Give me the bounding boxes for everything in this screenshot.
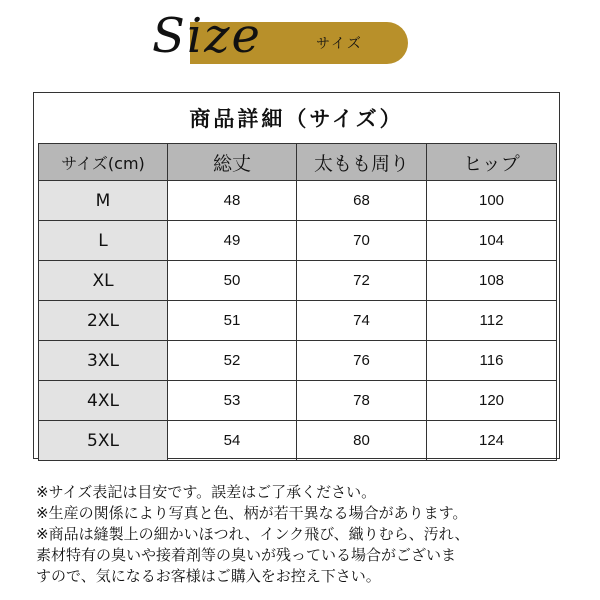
cell-length: 53 bbox=[168, 381, 297, 421]
cell-hip: 120 bbox=[427, 381, 557, 421]
cell-hip: 100 bbox=[427, 181, 557, 221]
cell-hip: 116 bbox=[427, 341, 557, 381]
table-row bbox=[39, 341, 557, 381]
size-table bbox=[38, 143, 557, 461]
table-row bbox=[39, 221, 557, 261]
cell-length: 49 bbox=[168, 221, 297, 261]
size-header bbox=[150, 8, 410, 72]
table-row bbox=[39, 421, 557, 461]
cell-hip: 108 bbox=[427, 261, 557, 301]
notes-block bbox=[36, 482, 576, 587]
cell-length: 50 bbox=[168, 261, 297, 301]
cell-size: 5XL bbox=[39, 421, 168, 461]
column-header-size: サイズ(cm) bbox=[39, 144, 168, 181]
size-table-panel bbox=[33, 92, 560, 459]
column-header-thigh: 太もも周り bbox=[297, 144, 427, 181]
note-line: ※商品は縫製上の細かいほつれ、インク飛び、織りむら、汚れ、 bbox=[36, 525, 470, 543]
table-row bbox=[39, 301, 557, 341]
table-header-row bbox=[39, 144, 557, 181]
note-line: ※生産の関係により写真と色、柄が若干異なる場合があります。 bbox=[36, 504, 468, 522]
table-row bbox=[39, 381, 557, 421]
cell-size: 3XL bbox=[39, 341, 168, 381]
cell-thigh: 70 bbox=[297, 221, 427, 261]
cell-hip: 104 bbox=[427, 221, 557, 261]
note-line: 素材特有の臭いや接着剤等の臭いが残っている場合がございま bbox=[36, 546, 457, 564]
table-row bbox=[39, 261, 557, 301]
table-row bbox=[39, 181, 557, 221]
cell-thigh: 68 bbox=[297, 181, 427, 221]
cell-thigh: 74 bbox=[297, 301, 427, 341]
cell-size: 4XL bbox=[39, 381, 168, 421]
cell-hip: 124 bbox=[427, 421, 557, 461]
cell-length: 54 bbox=[168, 421, 297, 461]
cell-thigh: 72 bbox=[297, 261, 427, 301]
note-line: すので、気になるお客様はご購入をお控え下さい。 bbox=[36, 567, 381, 585]
cell-thigh: 80 bbox=[297, 421, 427, 461]
cell-length: 51 bbox=[168, 301, 297, 341]
note-line: ※サイズ表記は目安です。誤差はご了承ください。 bbox=[36, 483, 377, 501]
cell-size: XL bbox=[39, 261, 168, 301]
column-header-hip: ヒップ bbox=[427, 144, 557, 181]
table-title: 商品詳細（サイズ） bbox=[189, 107, 404, 131]
column-header-length: 総丈 bbox=[168, 144, 297, 181]
cell-length: 52 bbox=[168, 341, 297, 381]
cell-hip: 112 bbox=[427, 301, 557, 341]
cell-thigh: 76 bbox=[297, 341, 427, 381]
cell-size: 2XL bbox=[39, 301, 168, 341]
cell-thigh: 78 bbox=[297, 381, 427, 421]
cell-size: M bbox=[39, 181, 168, 221]
header-tag: サイズ bbox=[316, 36, 363, 52]
header-script-title: Size bbox=[152, 8, 262, 64]
cell-length: 48 bbox=[168, 181, 297, 221]
cell-size: L bbox=[39, 221, 168, 261]
